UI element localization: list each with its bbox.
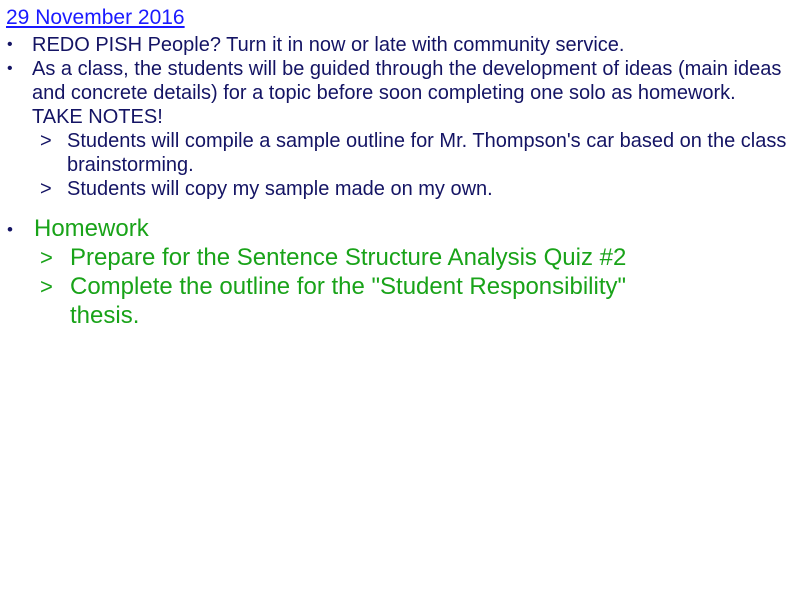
sub-item-text: Students will compile a sample outline for Mr. Thompson's car based on the class brainstorming.: [67, 130, 787, 176]
homework-task-quiz: [0, 243, 690, 272]
homework-section: [0, 214, 790, 330]
agenda-item-text: As a class, the students will be guided through the development of ideas (main ideas and concrete details) for a topic before soon completing one solo as homework. TAKE NOTES!: [32, 58, 782, 128]
homework-task-text: Prepare for the Sentence Structure Analysis Quiz #2: [70, 244, 627, 271]
agenda-item-text: REDO PISH People? Turn it in now or late with community service.: [32, 34, 625, 56]
agenda-item-redo-pish: [0, 33, 790, 57]
arrow-icon: >: [40, 245, 53, 270]
arrow-icon: >: [40, 130, 52, 152]
homework-title: Homework: [34, 215, 149, 242]
homework-heading: [0, 214, 790, 243]
sub-item-compile-outline: [0, 129, 790, 177]
agenda-item-class-guided: [0, 57, 790, 129]
sub-item-copy-sample: [0, 177, 790, 201]
arrow-icon: >: [40, 178, 52, 200]
homework-task-text: Complete the outline for the "Student Responsibility" thesis.: [70, 273, 627, 329]
sub-item-text: Students will copy my sample made on my own.: [67, 178, 493, 200]
bullet-icon: •: [7, 60, 13, 77]
arrow-icon: >: [40, 274, 53, 299]
bullet-icon: •: [7, 220, 13, 239]
agenda-list: [0, 33, 790, 201]
date-link[interactable]: 29 November 2016: [6, 6, 185, 29]
homework-task-outline: [0, 272, 690, 330]
bullet-icon: •: [7, 36, 13, 53]
